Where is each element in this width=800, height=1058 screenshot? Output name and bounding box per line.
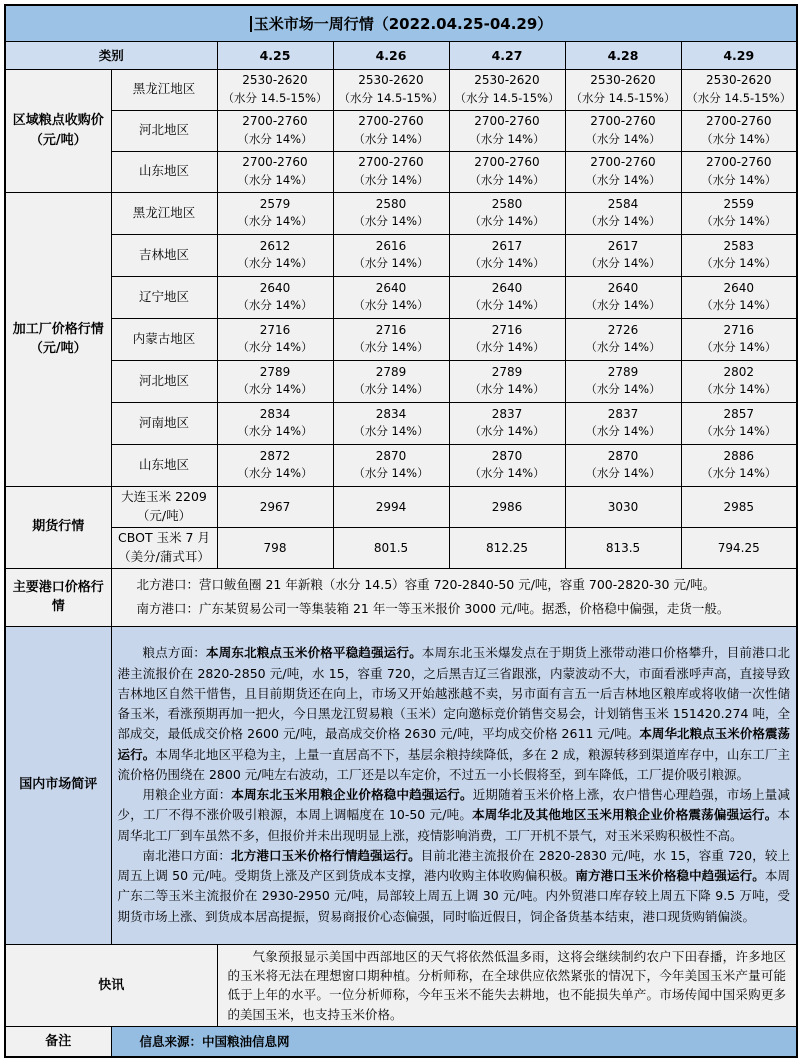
price-cell xyxy=(217,234,333,276)
table-row xyxy=(5,192,797,234)
moisture-note: （水分 14%） xyxy=(469,340,545,355)
price-value: 2870 xyxy=(375,448,407,463)
moisture-note: （水分 14%） xyxy=(469,298,545,313)
price-value: 2580 xyxy=(491,196,523,211)
price-value: 2640 xyxy=(259,280,291,295)
futures-value: 2994 xyxy=(333,486,449,527)
moisture-note: （水分 14%） xyxy=(353,214,429,229)
price-value: 2580 xyxy=(375,196,407,211)
row-label-region: 辽宁地区 xyxy=(111,276,217,318)
table-row xyxy=(5,402,797,444)
section-label-futures: 期货行情 xyxy=(5,486,111,568)
review-paragraph-grain-points: 粮点方面：本周东北粮点玉米价格平稳趋强运行。本周东北玉米爆发点在于期货上涨带动港口价格攀升，目前港口北港主流报价在 2820-2850 元/吨，水 15，容重 720，之后黑吉辽三省跟涨，内蒙波动不大，市面看涨呼声高，直接导致吉林地区自然干惜售，且目前期货还在向上，市场又开始越涨越不卖，另市面有言五一后吉林地区粮库或将收储一次性储备玉米，看涨预期再加一把火，今日黑龙江贸易粮（玉米）定向邀标竞价销售交易会，计划销售玉米 151420.274 吨，全部成交，最低成交价格 2600 元/吨，最高成交价格 2630 元/吨，平均成交价格 2611 元/吨。本周华北粮点玉米价格震荡运行。本周华北地区平稳为主，上量一直居高不下，基层余粮持续降低，多在 2 成，粮源转移到渠道库存中，山东工厂主流价格仍围绕在 2800 元/吨左右波动，工厂还是以车定价，不过五一小长假将至，到车降低，工厂提价吸引粮源。 xyxy=(117,645,791,782)
table-row xyxy=(5,318,797,360)
price-value: 2789 xyxy=(491,364,523,379)
section-label-ports: 主要港口价格行情 xyxy=(5,568,111,626)
price-cell xyxy=(449,276,565,318)
price-cell xyxy=(333,276,449,318)
price-cell xyxy=(681,151,797,192)
price-value: 2700-2760 xyxy=(242,155,308,170)
table-row xyxy=(5,444,797,486)
price-value: 2837 xyxy=(491,406,523,421)
price-value: 2530-2620 xyxy=(474,73,540,88)
price-value: 2583 xyxy=(723,238,755,253)
price-value: 2700-2760 xyxy=(590,155,656,170)
price-value: 2700-2760 xyxy=(358,114,424,129)
price-cell xyxy=(333,360,449,402)
price-cell xyxy=(449,110,565,151)
price-cell xyxy=(217,276,333,318)
moisture-note: （水分 14%） xyxy=(353,424,429,439)
price-value: 2857 xyxy=(723,406,755,421)
row-label-region: 河北地区 xyxy=(111,360,217,402)
column-header-date: 4.25 xyxy=(217,41,333,69)
price-value: 2870 xyxy=(607,448,639,463)
price-cell xyxy=(565,360,681,402)
price-cell xyxy=(449,360,565,402)
price-cell xyxy=(449,69,565,110)
price-value: 2870 xyxy=(491,448,523,463)
column-header-date: 4.27 xyxy=(449,41,565,69)
futures-value: 794.25 xyxy=(681,527,797,568)
price-cell xyxy=(217,444,333,486)
moisture-note: （水分 14.5-15%） xyxy=(338,90,444,105)
price-value: 2640 xyxy=(491,280,523,295)
moisture-note: （水分 14%） xyxy=(585,424,661,439)
ports-content xyxy=(111,568,797,626)
moisture-note: （水分 14.5-15%） xyxy=(686,90,792,105)
moisture-note: （水分 14%） xyxy=(353,172,429,187)
moisture-note: （水分 14%） xyxy=(469,256,545,271)
price-cell xyxy=(681,318,797,360)
price-cell xyxy=(449,444,565,486)
price-cell xyxy=(565,192,681,234)
moisture-note: （水分 14%） xyxy=(585,214,661,229)
price-cell xyxy=(565,110,681,151)
moisture-note: （水分 14%） xyxy=(469,214,545,229)
row-label-region: 山东地区 xyxy=(111,151,217,192)
price-value: 2530-2620 xyxy=(706,73,772,88)
moisture-note: （水分 14%） xyxy=(353,298,429,313)
price-cell xyxy=(565,234,681,276)
news-text: 气象预报显示美国中西部地区的天气将依然低温多雨，这将会继续制约农户下田春播，许多地区的玉米将无法在理想窗口期种植。分析师称，在全球供应依然紧张的情况下，今年美国玉米产量可能低于上年的水平。一位分析师称，今年玉米不能失去耕地，也不能损失单产。市场传闻中国采购更多的美国玉米，也支持玉米价格。 xyxy=(227,948,787,1022)
table-row xyxy=(5,151,797,192)
price-value: 2700-2760 xyxy=(706,155,772,170)
price-cell xyxy=(449,192,565,234)
price-value: 2834 xyxy=(375,406,407,421)
price-value: 2616 xyxy=(375,238,407,253)
moisture-note: （水分 14%） xyxy=(469,172,545,187)
price-value: 2872 xyxy=(259,448,291,463)
futures-value: 2985 xyxy=(681,486,797,527)
price-value: 2789 xyxy=(259,364,291,379)
moisture-note: （水分 14%） xyxy=(469,131,545,146)
price-cell xyxy=(565,402,681,444)
price-cell xyxy=(449,151,565,192)
price-value: 2700-2760 xyxy=(474,114,540,129)
column-header-category: 类别 xyxy=(5,41,217,69)
moisture-note: （水分 14%） xyxy=(353,131,429,146)
moisture-note: （水分 14%） xyxy=(237,382,313,397)
price-value: 2617 xyxy=(491,238,523,253)
moisture-note: （水分 14.5-15%） xyxy=(454,90,560,105)
review-paragraph-enterprises: 用粮企业方面：本周东北玉米用粮企业价格稳中趋强运行。近期随着玉米价格上涨，农户惜售心理趋强，市场上量减少，工厂不得不涨价吸引粮源，本周上调幅度在 10-50 元/吨。本周华北及其他地区玉米用粮企业价格震荡偏强运行。本周华北工厂到车虽然不多，但报价并未出现明显上涨，疫情影响消费，工厂开机不景气，对玉米采购积极性不高。 xyxy=(117,787,791,843)
moisture-note: （水分 14%） xyxy=(353,340,429,355)
price-cell xyxy=(333,192,449,234)
price-value: 2640 xyxy=(607,280,639,295)
futures-value: 801.5 xyxy=(333,527,449,568)
price-cell xyxy=(449,402,565,444)
price-value: 2834 xyxy=(259,406,291,421)
price-value: 2617 xyxy=(607,238,639,253)
price-cell xyxy=(333,110,449,151)
price-cell xyxy=(217,69,333,110)
price-value: 2802 xyxy=(723,364,755,379)
price-cell xyxy=(449,234,565,276)
row-label-region: 黑龙江地区 xyxy=(111,69,217,110)
price-value: 2530-2620 xyxy=(590,73,656,88)
moisture-note: （水分 14%） xyxy=(585,466,661,481)
price-value: 2700-2760 xyxy=(706,114,772,129)
price-value: 2716 xyxy=(259,322,291,337)
price-cell xyxy=(333,234,449,276)
price-cell xyxy=(565,276,681,318)
price-value: 2640 xyxy=(375,280,407,295)
moisture-note: （水分 14%） xyxy=(237,424,313,439)
futures-value: 2967 xyxy=(217,486,333,527)
price-value: 2700-2760 xyxy=(242,114,308,129)
price-value: 2640 xyxy=(723,280,755,295)
price-value: 2700-2760 xyxy=(358,155,424,170)
price-cell xyxy=(565,151,681,192)
moisture-note: （水分 14.5-15%） xyxy=(570,90,676,105)
section-label-factory: 加工厂价格行情（元/吨） xyxy=(5,192,111,486)
moisture-note: （水分 14%） xyxy=(353,466,429,481)
table-row xyxy=(5,234,797,276)
news-content xyxy=(217,944,797,1027)
price-value: 2837 xyxy=(607,406,639,421)
moisture-note: （水分 14%） xyxy=(237,256,313,271)
price-value: 2789 xyxy=(607,364,639,379)
price-cell xyxy=(217,318,333,360)
moisture-note: （水分 14%） xyxy=(701,214,777,229)
moisture-note: （水分 14%） xyxy=(701,340,777,355)
moisture-note: （水分 14%） xyxy=(353,382,429,397)
futures-value: 3030 xyxy=(565,486,681,527)
section-label-region-purchase: 区域粮点收购价（元/吨） xyxy=(5,69,111,192)
moisture-note: （水分 14%） xyxy=(469,382,545,397)
moisture-note: （水分 14%） xyxy=(585,382,661,397)
futures-value: 798 xyxy=(217,527,333,568)
moisture-note: （水分 14%） xyxy=(237,298,313,313)
moisture-note: （水分 14%） xyxy=(701,172,777,187)
north-port-line: 北方港口：营口鲅鱼圈 21 年新粮（水分 14.5）容重 720-2840-50 元/吨，容重 700-2820-30 元/吨。 xyxy=(136,577,716,593)
table-row xyxy=(5,69,797,110)
moisture-note: （水分 14%） xyxy=(701,131,777,146)
price-value: 2612 xyxy=(259,238,291,253)
price-value: 2716 xyxy=(375,322,407,337)
price-value: 2726 xyxy=(607,322,639,337)
column-header-date: 4.26 xyxy=(333,41,449,69)
price-value: 2559 xyxy=(723,196,755,211)
price-cell xyxy=(217,151,333,192)
price-cell xyxy=(681,110,797,151)
column-header-date: 4.28 xyxy=(565,41,681,69)
price-cell xyxy=(333,151,449,192)
text-cursor xyxy=(250,16,252,32)
price-cell xyxy=(681,192,797,234)
table-row xyxy=(5,626,797,944)
page-title: 玉米市场一周行情（2022.04.25-04.29） xyxy=(253,14,553,33)
price-value: 2886 xyxy=(723,448,755,463)
price-cell xyxy=(681,402,797,444)
price-value: 2579 xyxy=(259,196,291,211)
price-cell xyxy=(681,276,797,318)
section-label-review: 国内市场简评 xyxy=(5,626,111,944)
price-cell xyxy=(565,444,681,486)
table-title-cell xyxy=(5,5,797,41)
section-label-note: 备注 xyxy=(5,1027,111,1057)
moisture-note: （水分 14%） xyxy=(701,424,777,439)
row-label-contract: CBOT 玉米 7 月（美分/蒲式耳） xyxy=(111,527,217,568)
price-cell xyxy=(333,318,449,360)
moisture-note: （水分 14%） xyxy=(701,298,777,313)
table-row xyxy=(5,486,797,527)
price-cell xyxy=(217,402,333,444)
moisture-note: （水分 14%） xyxy=(585,340,661,355)
moisture-note: （水分 14%） xyxy=(585,256,661,271)
price-value: 2789 xyxy=(375,364,407,379)
review-content xyxy=(111,626,797,944)
moisture-note: （水分 14.5-15%） xyxy=(222,90,328,105)
table-row xyxy=(5,276,797,318)
row-label-region: 山东地区 xyxy=(111,444,217,486)
moisture-note: （水分 14%） xyxy=(237,466,313,481)
price-value: 2584 xyxy=(607,196,639,211)
moisture-note: （水分 14%） xyxy=(237,131,313,146)
row-label-region: 黑龙江地区 xyxy=(111,192,217,234)
table-row xyxy=(5,527,797,568)
note-source: 信息来源：中国粮油信息网 xyxy=(111,1027,797,1057)
price-cell xyxy=(565,318,681,360)
row-label-region: 内蒙古地区 xyxy=(111,318,217,360)
moisture-note: （水分 14%） xyxy=(585,172,661,187)
south-port-line: 南方港口：广东某贸易公司一等集装箱 21 年一等玉米报价 3000 元/吨。据悉，价格稳中偏强，走货一般。 xyxy=(136,601,730,616)
table-row xyxy=(5,944,797,1027)
table-row xyxy=(5,110,797,151)
moisture-note: （水分 14%） xyxy=(469,466,545,481)
price-value: 2530-2620 xyxy=(242,73,308,88)
review-paragraph-ports: 南北港口方面：北方港口玉米价格行情趋强运行。目前北港主流报价在 2820-2830 元/吨，水 15，容重 720，较上周五上调 50 元/吨。受期货上涨及产区到货成本支撑，港内收购主体收购偏积极。南方港口玉米价格稳中趋强运行。本周广东二等玉米主流报价在 2930-2950 元/吨，局部较上周五上调 30 元/吨。内外贸港口库存较上周五下降 9.5 万吨，受期货市场上涨、到货成本居高提振，贸易商报价心态偏强，同时临近假日，饲企备货基本结束，港口现货购销偏淡。 xyxy=(117,847,791,924)
row-label-region: 河北地区 xyxy=(111,110,217,151)
price-value: 2700-2760 xyxy=(474,155,540,170)
moisture-note: （水分 14%） xyxy=(237,214,313,229)
moisture-note: （水分 14%） xyxy=(585,298,661,313)
corn-market-weekly-table xyxy=(4,4,798,1058)
price-cell xyxy=(681,234,797,276)
futures-value: 812.25 xyxy=(449,527,565,568)
row-label-region: 河南地区 xyxy=(111,402,217,444)
price-value: 2716 xyxy=(723,322,755,337)
moisture-note: （水分 14%） xyxy=(701,256,777,271)
price-cell xyxy=(681,69,797,110)
price-cell xyxy=(565,69,681,110)
moisture-note: （水分 14%） xyxy=(701,382,777,397)
price-value: 2700-2760 xyxy=(590,114,656,129)
table-row xyxy=(5,360,797,402)
futures-value: 813.5 xyxy=(565,527,681,568)
price-cell xyxy=(449,318,565,360)
price-cell xyxy=(333,402,449,444)
column-header-date: 4.29 xyxy=(681,41,797,69)
price-cell xyxy=(681,360,797,402)
table-row xyxy=(5,1027,797,1057)
table-row xyxy=(5,568,797,626)
moisture-note: （水分 14%） xyxy=(237,340,313,355)
price-cell xyxy=(333,444,449,486)
futures-value: 2986 xyxy=(449,486,565,527)
price-cell xyxy=(217,110,333,151)
moisture-note: （水分 14%） xyxy=(237,172,313,187)
moisture-note: （水分 14%） xyxy=(469,424,545,439)
moisture-note: （水分 14%） xyxy=(585,131,661,146)
price-cell xyxy=(333,69,449,110)
moisture-note: （水分 14%） xyxy=(701,466,777,481)
moisture-note: （水分 14%） xyxy=(353,256,429,271)
section-label-news: 快讯 xyxy=(5,944,217,1027)
price-cell xyxy=(217,360,333,402)
price-cell xyxy=(681,444,797,486)
row-label-region: 吉林地区 xyxy=(111,234,217,276)
price-value: 2716 xyxy=(491,322,523,337)
price-cell xyxy=(217,192,333,234)
row-label-contract: 大连玉米 2209（元/吨） xyxy=(111,486,217,527)
price-value: 2530-2620 xyxy=(358,73,424,88)
